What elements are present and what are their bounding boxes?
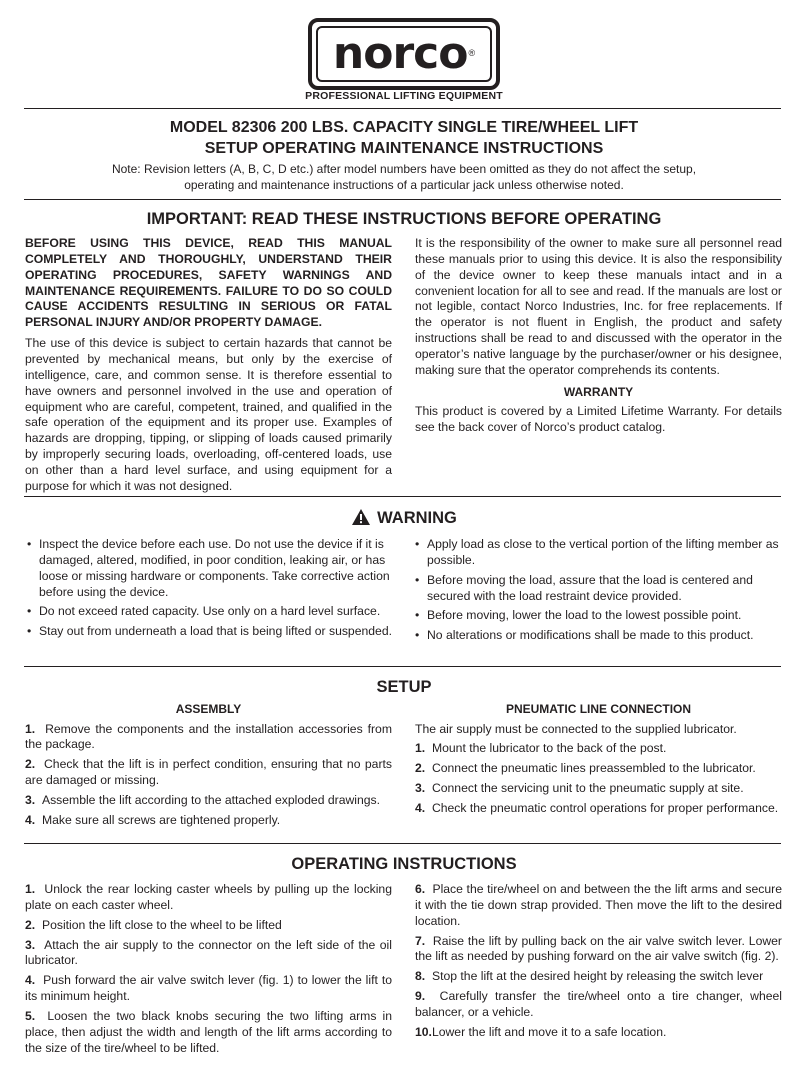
brand-tagline: PROFESSIONAL LIFTING EQUIPMENT (305, 90, 503, 102)
logo-text: norco (332, 28, 468, 79)
warning-left-list (27, 537, 395, 640)
pneumatic-step: 1. Mount the lubricator to the back of the post. (415, 741, 667, 756)
warning-right-list (415, 537, 783, 644)
operating-step: 1. Unlock the rear locking caster wheels by pulling up the locking plate on each caster wheel. (25, 882, 392, 912)
important-warning-paragraph: BEFORE USING THIS DEVICE, READ THIS MANUAL COMPLETELY AND THOROUGHLY, UNDERSTAND THEIR OPERATING PROCEDURES, SAFETY WARNINGS AND MAINTENANCE REQUIREMENTS. FAILURE TO DO SO COULD CAUSE ACCIDENTS RESULTING IN SERIOUS OR FATAL PERSONAL INJURY AND/OR PROPERTY DAMAGE. (25, 236, 392, 330)
operating-step: 4. Push forward the air valve switch lever (fig. 1) to lower the lift to its minimum height. (25, 973, 392, 1004)
warning-heading: WARNING (377, 509, 457, 527)
operating-step: 3. Attach the air supply to the connector on the left side of the oil lubricator. (25, 937, 392, 968)
warranty-text: This product is covered by a Limited Lifetime Warranty. For details see the back cover of Norco’s product catalog. (415, 404, 782, 435)
divider (24, 108, 781, 109)
warranty-heading: WARRANTY (563, 384, 634, 399)
divider (24, 199, 781, 200)
registered-mark: ® (468, 48, 476, 59)
document-title-line-2: SETUP OPERATING MAINTENANCE INSTRUCTIONS (204, 140, 604, 157)
owner-responsibility-paragraph: It is the responsibility of the owner to make sure all personnel read these manuals prior to using this device. It is also the responsibility of the device owner to keep these manuals intact and in a convenient location for all to see and read. If the manuals are lost or not legible, contact Norco Industries, Inc. for free replacements. If the operator is not fluent in English, the product and safety instructions shall be read to and discussed with the operator in the operator’s native language by the purchaser/owner or his designee, making sure that the operator comprehends its contents. (415, 236, 782, 377)
operating-heading: OPERATING INSTRUCTIONS (291, 855, 517, 873)
pneumatic-step: 3. Connect the servicing unit to the pneumatic supply at site. (415, 781, 744, 796)
operating-step: 6. Place the tire/wheel on and between the the lift arms and secure it with the tie down strap provided. Then move the lift to the desired location. (415, 882, 782, 928)
pneumatic-step: 2. Connect the pneumatic lines preassembled to the lubricator. (415, 761, 756, 776)
warning-item: • Before moving, lower the load to the lowest possible point. (415, 608, 783, 624)
warning-item: • Before moving the load, assure that the load is centered and secured with the load restraint device provided. (415, 573, 783, 605)
divider (24, 496, 781, 497)
assembly-heading: ASSEMBLY (175, 702, 242, 716)
operating-step: 10.Lower the lift and move it to a safe location. (415, 1024, 667, 1039)
important-left-column (25, 236, 392, 500)
pneumatic-heading: PNEUMATIC LINE CONNECTION (505, 702, 692, 716)
divider (24, 843, 781, 844)
warning-heading-row (0, 508, 808, 531)
warning-item: • Inspect the device before each use. Do not use the device if it is damaged, altered, modified, in poor condition, leaking air, or has loose or missing hardware or components. Take corrective action before using the device. (27, 537, 395, 600)
important-heading: IMPORTANT: READ THESE INSTRUCTIONS BEFORE OPERATING (146, 210, 662, 228)
warning-right-list-column (415, 537, 783, 648)
assembly-step: 2. Check that the lift is in perfect condition, ensuring that no parts are damaged or missing. (25, 757, 392, 788)
warning-left-list-column (27, 537, 395, 644)
pneumatic-intro: The air supply must be connected to the supplied lubricator. (415, 721, 737, 736)
brand-logo (0, 18, 808, 90)
assembly-step: 1. Remove the components and the installation accessories from the package. (25, 721, 392, 752)
document-title-line-1: MODEL 82306 200 LBS. CAPACITY SINGLE TIRE/WHEEL LIFT (169, 119, 639, 136)
warning-triangle-icon (351, 508, 371, 531)
pneumatic-step: 4. Check the pneumatic control operations for proper performance. (415, 801, 779, 816)
assembly-column (25, 702, 392, 833)
operating-right-column (415, 882, 782, 1045)
warning-item: • No alterations or modifications shall be made to this product. (415, 628, 783, 644)
assembly-step: 4. Make sure all screws are tightened properly. (25, 812, 281, 827)
divider (24, 666, 781, 667)
revision-note-line-1: Note: Revision letters (A, B, C, D etc.) after model numbers have been omitted as they do not affect the setup, (111, 162, 697, 176)
operating-step: 2. Position the lift close to the wheel to be lifted (25, 917, 282, 932)
warning-item: • Stay out from underneath a load that is being lifted or suspended. (27, 624, 395, 640)
warning-item: • Do not exceed rated capacity. Use only on a hard level surface. (27, 604, 395, 620)
assembly-step: 3. Assemble the lift according to the attached exploded drawings. (25, 793, 381, 808)
operating-step: 7. Raise the lift by pulling back on the air valve switch lever. Lower the lift as needed by pushing forward on the air valve switch (fig. 2). (415, 933, 782, 964)
important-right-column (415, 236, 782, 441)
pneumatic-column (415, 702, 782, 821)
operating-step: 8. Stop the lift at the desired height by releasing the switch lever (415, 969, 764, 984)
operating-step: 5. Loosen the two black knobs securing the two lifting arms in place, then adjust the width and length of the lift arms according to the size of the tire/wheel to be lifted. (25, 1009, 392, 1055)
hazards-paragraph: The use of this device is subject to certain hazards that cannot be prevented by mechanical means, but only by the exercise of intelligence, care, and common sense. It is therefore essential to have owners and personnel involved in the use and operation of equipment who are careful, competent, trained, and qualified in the safe operation of the equipment and its proper use. Examples of hazards are dropping, tipping, or slipping of loads caused primarily by improperly securing loads, overloading, off-centered loads, use on other than a hard level surface, and using equipment for a purpose for which it was not designed. (25, 336, 392, 493)
operating-step: 9. Carefully transfer the tire/wheel onto a tire changer, wheel balancer, or a vehicle. (415, 989, 782, 1020)
logo-frame (308, 18, 500, 90)
operating-left-column (25, 882, 392, 1061)
revision-note-line-2: operating and maintenance instructions of a particular jack unless otherwise noted. (184, 178, 624, 192)
logo-inner-frame (316, 26, 492, 82)
warning-item: • Apply load as close to the vertical portion of the lifting member as possible. (415, 537, 783, 569)
setup-heading: SETUP (376, 678, 432, 696)
